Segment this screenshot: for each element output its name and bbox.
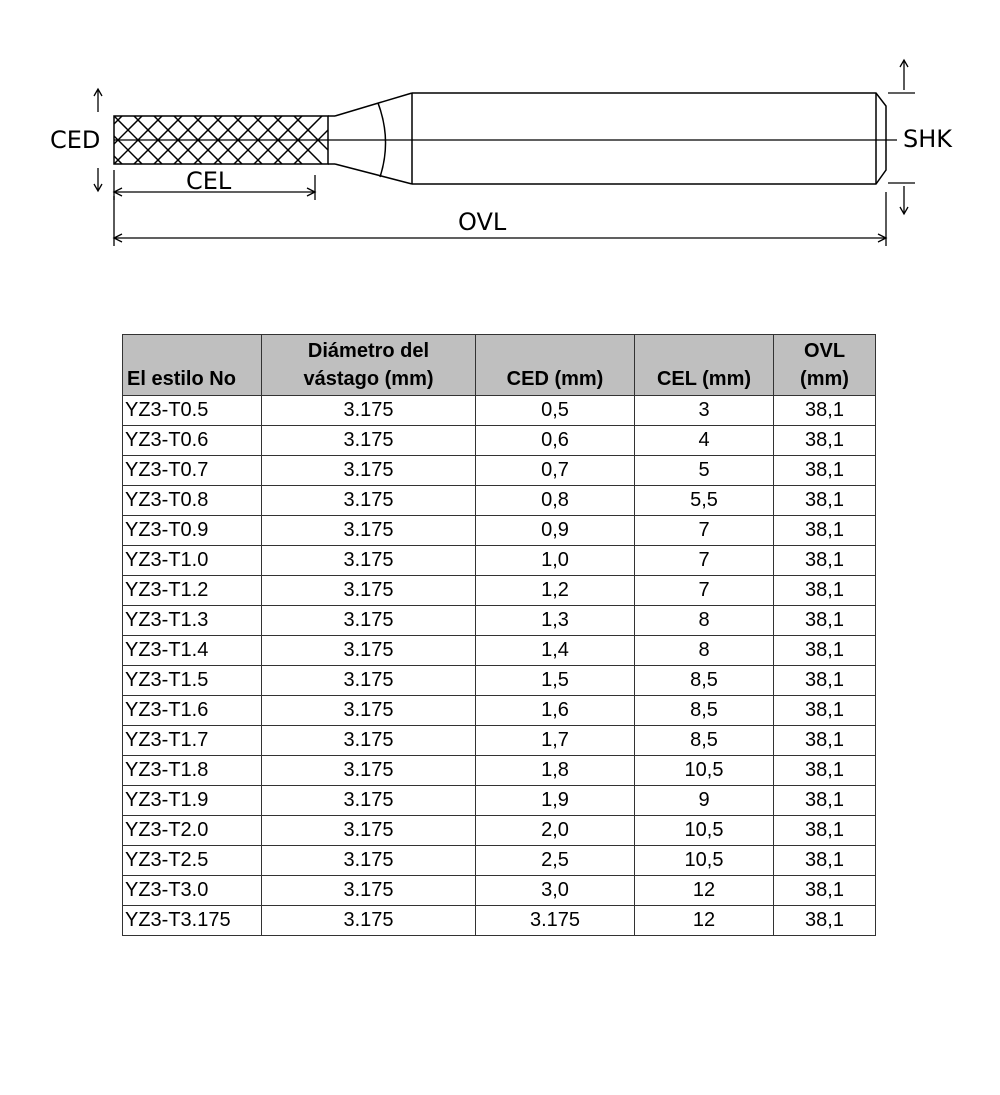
header-ovl-line1: OVL	[803, 340, 846, 362]
cel-cell: 12	[635, 906, 774, 936]
cel-cell: 8,5	[635, 696, 774, 726]
header-style-no-line: El estilo No	[127, 368, 236, 390]
ovl-cell: 38,1	[774, 846, 876, 876]
shk-label: SHK	[903, 125, 953, 153]
style-no-cell: YZ3-T0.9	[123, 516, 262, 546]
shank-diameter-cell: 3.175	[262, 846, 476, 876]
table-row	[123, 396, 876, 426]
ovl-cell: 38,1	[774, 486, 876, 516]
ced-cell: 2,5	[476, 846, 635, 876]
table-row	[123, 696, 876, 726]
table-body	[123, 396, 876, 936]
ced-cell: 2,0	[476, 816, 635, 846]
ovl-cell: 38,1	[774, 456, 876, 486]
ced-cell: 0,7	[476, 456, 635, 486]
header-shank-diameter-line1: Diámetro del	[307, 340, 430, 362]
style-no-cell: YZ3-T1.7	[123, 726, 262, 756]
cel-cell: 3	[635, 396, 774, 426]
shank-diameter-cell: 3.175	[262, 546, 476, 576]
style-no-cell: YZ3-T2.0	[123, 816, 262, 846]
style-no-cell: YZ3-T1.8	[123, 756, 262, 786]
ovl-cell: 38,1	[774, 546, 876, 576]
cel-cell: 7	[635, 516, 774, 546]
ovl-cell: 38,1	[774, 396, 876, 426]
table-row	[123, 636, 876, 666]
shank-diameter-cell: 3.175	[262, 786, 476, 816]
cel-cell: 4	[635, 426, 774, 456]
cel-cell: 7	[635, 546, 774, 576]
header-cel-line: CEL (mm)	[656, 368, 752, 390]
table-row	[123, 906, 876, 936]
header-style-no	[123, 335, 262, 396]
ovl-cell: 38,1	[774, 636, 876, 666]
ovl-cell: 38,1	[774, 696, 876, 726]
ced-cell: 1,6	[476, 696, 635, 726]
shank-diameter-cell: 3.175	[262, 666, 476, 696]
ovl-cell: 38,1	[774, 816, 876, 846]
header-shank-diameter-line2: vástago (mm)	[303, 368, 434, 390]
table-header-row	[123, 335, 876, 396]
cel-cell: 10,5	[635, 756, 774, 786]
cel-cell: 8	[635, 606, 774, 636]
ovl-cell: 38,1	[774, 516, 876, 546]
cel-cell: 12	[635, 876, 774, 906]
cel-cell: 9	[635, 786, 774, 816]
style-no-cell: YZ3-T1.3	[123, 606, 262, 636]
shank	[412, 93, 886, 184]
table-row	[123, 486, 876, 516]
table-row	[123, 576, 876, 606]
shank-diameter-cell: 3.175	[262, 816, 476, 846]
header-ced	[476, 335, 635, 396]
table-row	[123, 786, 876, 816]
shank-diameter-cell: 3.175	[262, 876, 476, 906]
ovl-label: OVL	[458, 208, 507, 236]
table-row	[123, 516, 876, 546]
ovl-cell: 38,1	[774, 426, 876, 456]
shank-diameter-cell: 3.175	[262, 636, 476, 666]
cel-label: CEL	[186, 167, 232, 195]
table-row	[123, 816, 876, 846]
table-row	[123, 606, 876, 636]
ced-cell: 1,3	[476, 606, 635, 636]
header-ovl	[774, 335, 876, 396]
ced-cell: 3,0	[476, 876, 635, 906]
ced-cell: 1,2	[476, 576, 635, 606]
style-no-cell: YZ3-T3.175	[123, 906, 262, 936]
cel-cell: 10,5	[635, 816, 774, 846]
ced-cell: 1,4	[476, 636, 635, 666]
ced-cell: 1,8	[476, 756, 635, 786]
style-no-cell: YZ3-T0.8	[123, 486, 262, 516]
table-row	[123, 756, 876, 786]
ced-cell: 1,0	[476, 546, 635, 576]
shank-diameter-cell: 3.175	[262, 756, 476, 786]
style-no-cell: YZ3-T3.0	[123, 876, 262, 906]
ovl-cell: 38,1	[774, 876, 876, 906]
style-no-cell: YZ3-T1.2	[123, 576, 262, 606]
shank-diameter-cell: 3.175	[262, 396, 476, 426]
cel-cell: 5,5	[635, 486, 774, 516]
cel-cell: 5	[635, 456, 774, 486]
shank-diameter-cell: 3.175	[262, 426, 476, 456]
ced-cell: 0,9	[476, 516, 635, 546]
style-no-cell: YZ3-T1.4	[123, 636, 262, 666]
tool-outline	[114, 93, 897, 184]
cel-cell: 8,5	[635, 666, 774, 696]
header-shank-diameter	[262, 335, 476, 396]
ovl-cell: 38,1	[774, 606, 876, 636]
header-ovl-line2: (mm)	[800, 368, 849, 390]
table-row	[123, 666, 876, 696]
spec-table	[122, 334, 876, 936]
table-row	[123, 846, 876, 876]
shank-diameter-cell: 3.175	[262, 606, 476, 636]
ced-cell: 3.175	[476, 906, 635, 936]
ovl-cell: 38,1	[774, 726, 876, 756]
style-no-cell: YZ3-T1.6	[123, 696, 262, 726]
style-no-cell: YZ3-T1.0	[123, 546, 262, 576]
ovl-cell: 38,1	[774, 786, 876, 816]
ced-cell: 1,5	[476, 666, 635, 696]
table-row	[123, 726, 876, 756]
shank-diameter-cell: 3.175	[262, 726, 476, 756]
shank-diameter-cell: 3.175	[262, 486, 476, 516]
cel-cell: 8,5	[635, 726, 774, 756]
style-no-cell: YZ3-T0.6	[123, 426, 262, 456]
ced-cell: 0,8	[476, 486, 635, 516]
table-row	[123, 876, 876, 906]
table-row	[123, 426, 876, 456]
ovl-cell: 38,1	[774, 756, 876, 786]
shank-diameter-cell: 3.175	[262, 456, 476, 486]
ced-cell: 0,5	[476, 396, 635, 426]
shank-diameter-cell: 3.175	[262, 516, 476, 546]
style-no-cell: YZ3-T1.5	[123, 666, 262, 696]
style-no-cell: YZ3-T2.5	[123, 846, 262, 876]
shank-diameter-cell: 3.175	[262, 576, 476, 606]
ced-cell: 1,9	[476, 786, 635, 816]
ovl-cell: 38,1	[774, 906, 876, 936]
table-row	[123, 546, 876, 576]
cel-cell: 7	[635, 576, 774, 606]
table-row	[123, 456, 876, 486]
header-cel	[635, 335, 774, 396]
ced-label: CED	[50, 126, 101, 154]
shank-diameter-cell: 3.175	[262, 906, 476, 936]
style-no-cell: YZ3-T1.9	[123, 786, 262, 816]
ced-cell: 0,6	[476, 426, 635, 456]
ovl-cell: 38,1	[774, 666, 876, 696]
shank-diameter-cell: 3.175	[262, 696, 476, 726]
ovl-cell: 38,1	[774, 576, 876, 606]
cel-cell: 8	[635, 636, 774, 666]
end-mill-diagram	[0, 0, 1000, 280]
header-ced-line: CED (mm)	[506, 368, 604, 390]
cel-cell: 10,5	[635, 846, 774, 876]
style-no-cell: YZ3-T0.7	[123, 456, 262, 486]
style-no-cell: YZ3-T0.5	[123, 396, 262, 426]
ced-cell: 1,7	[476, 726, 635, 756]
